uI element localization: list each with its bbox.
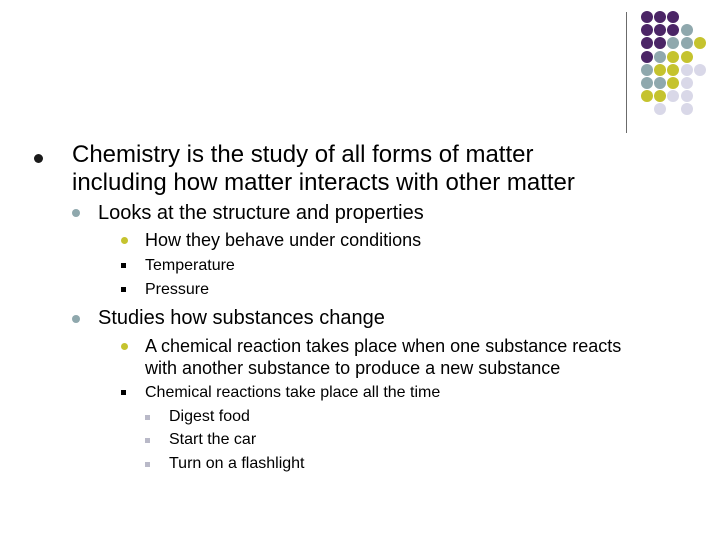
decorative-dot xyxy=(654,90,666,102)
item-pressure: Pressure xyxy=(145,281,210,298)
point-reactions-all-time: Chemical reactions take place all the time xyxy=(145,384,441,401)
decorative-dot xyxy=(641,51,653,63)
bullet-level5 xyxy=(145,438,150,443)
decorative-dot xyxy=(641,77,653,89)
point-structure-properties: Looks at the structure and properties xyxy=(98,202,424,224)
main-point-line2: including how matter interacts with other matter xyxy=(72,169,575,196)
decorative-dot xyxy=(667,90,679,102)
decorative-dot xyxy=(654,64,666,76)
decorative-dot xyxy=(667,11,679,23)
bullet-level5 xyxy=(145,462,150,467)
decorative-dot xyxy=(641,64,653,76)
bullet-level1 xyxy=(34,154,43,163)
decorative-dot xyxy=(681,64,693,76)
example-flashlight: Turn on a flashlight xyxy=(169,455,305,472)
item-temperature: Temperature xyxy=(145,257,235,274)
decorative-dot xyxy=(681,77,693,89)
bullet-level5 xyxy=(145,415,150,420)
example-start-car: Start the car xyxy=(169,431,257,448)
main-point-line1: Chemistry is the study of all forms of matter xyxy=(72,141,534,168)
decorative-dot xyxy=(667,51,679,63)
decorative-dot xyxy=(654,77,666,89)
decorative-dot xyxy=(641,11,653,23)
decorative-dot xyxy=(681,51,693,63)
decorative-dot-grid xyxy=(0,0,720,140)
decorative-dot xyxy=(654,103,666,115)
decorative-dot xyxy=(641,24,653,36)
decorative-dot xyxy=(667,37,679,49)
decorative-dot xyxy=(694,37,706,49)
decorative-dot xyxy=(654,51,666,63)
decorative-vertical-rule xyxy=(626,12,627,133)
bullet-level3 xyxy=(121,237,128,244)
bullet-level2 xyxy=(72,209,80,217)
decorative-dot xyxy=(667,24,679,36)
bullet-level4 xyxy=(121,390,126,395)
bullet-level2 xyxy=(72,315,80,323)
decorative-dot xyxy=(654,24,666,36)
point-behave-conditions: How they behave under conditions xyxy=(145,230,422,250)
point-reaction-line1: A chemical reaction takes place when one substance reacts xyxy=(145,336,622,356)
decorative-dot xyxy=(667,64,679,76)
point-substances-change: Studies how substances change xyxy=(98,307,385,329)
decorative-dot xyxy=(694,64,706,76)
decorative-dot xyxy=(681,90,693,102)
decorative-dot xyxy=(641,90,653,102)
bullet-level4 xyxy=(121,287,126,292)
decorative-dot xyxy=(681,37,693,49)
decorative-dot xyxy=(641,37,653,49)
decorative-dot xyxy=(681,103,693,115)
example-digest-food: Digest food xyxy=(169,408,250,425)
decorative-dot xyxy=(654,11,666,23)
decorative-dot xyxy=(667,77,679,89)
decorative-dot xyxy=(681,24,693,36)
point-reaction-line2: with another substance to produce a new substance xyxy=(145,358,561,378)
bullet-level4 xyxy=(121,263,126,268)
decorative-dot xyxy=(654,37,666,49)
